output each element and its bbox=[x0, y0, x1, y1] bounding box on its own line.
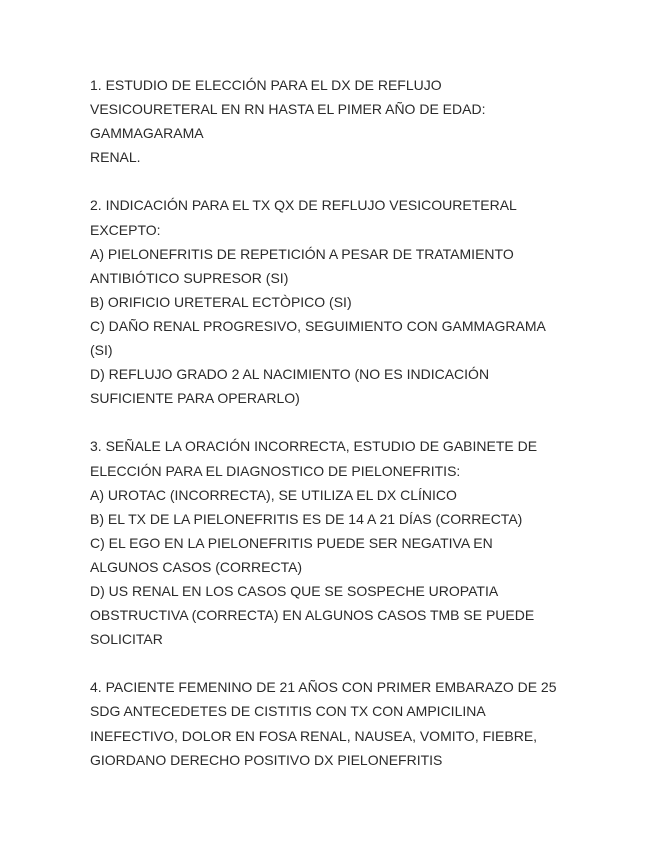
question-1-line: 1. ESTUDIO DE ELECCIÓN PARA EL DX DE REFLUJO bbox=[90, 77, 442, 93]
document-page bbox=[90, 73, 610, 772]
question-4-line: GIORDANO DERECHO POSITIVO DX PIELONEFRITIS bbox=[90, 751, 443, 768]
question-3-line: ELECCIÓN PARA EL DIAGNOSTICO DE PIELONEFRITIS: bbox=[90, 462, 461, 479]
question-2-line: ANTIBIÓTICO SUPRESOR (SI) bbox=[90, 269, 289, 286]
question-4-line: INEFECTIVO, DOLOR EN FOSA RENAL, NAUSEA, VOMITO, FIEBRE, bbox=[90, 727, 538, 744]
question-2-line: D) REFLUJO GRADO 2 AL NACIMIENTO (NO ES INDICACIÓN bbox=[90, 366, 490, 383]
question-3-line: 3. SEÑALE LA ORACIÓN INCORRECTA, ESTUDIO DE GABINETE DE bbox=[90, 438, 538, 455]
question-3-line: C) EL EGO EN LA PIELONEFRITIS PUEDE SER NEGATIVA EN bbox=[90, 534, 493, 551]
question-4 bbox=[90, 675, 610, 771]
question-1-line: VESICOURETERAL EN RN HASTA EL PIMER AÑO DE EDAD: bbox=[90, 101, 486, 118]
question-2-line: 2. INDICACIÓN PARA EL TX QX DE REFLUJO VESICOURETERAL bbox=[90, 197, 517, 214]
paragraph-gap bbox=[90, 410, 610, 434]
question-1-line: RENAL. bbox=[90, 149, 141, 166]
paragraph-gap bbox=[90, 169, 610, 193]
question-2-line: EXCEPTO: bbox=[90, 221, 161, 238]
question-3 bbox=[90, 434, 610, 651]
paragraph-gap bbox=[90, 651, 610, 675]
question-3-line: OBSTRUCTIVA (CORRECTA) EN ALGUNOS CASOS TMB SE PUEDE bbox=[90, 607, 535, 624]
question-2 bbox=[90, 193, 610, 410]
question-2-line: SUFICIENTE PARA OPERARLO) bbox=[90, 390, 300, 407]
question-3-line: ALGUNOS CASOS (CORRECTA) bbox=[90, 558, 303, 575]
question-4-line: SDG ANTECEDETES DE CISTITIS CON TX CON AMPICILINA bbox=[90, 703, 486, 720]
question-2-line: A) PIELONEFRITIS DE REPETICIÓN A PESAR DE TRATAMIENTO bbox=[90, 245, 514, 262]
question-4-line: 4. PACIENTE FEMENINO DE 21 AÑOS CON PRIMER EMBARAZO DE 25 bbox=[90, 679, 557, 696]
question-3-line: A) UROTAC (INCORRECTA), SE UTILIZA EL DX CLÍNICO bbox=[90, 486, 457, 503]
question-3-line: SOLICITAR bbox=[90, 631, 163, 648]
question-3-line: B) EL TX DE LA PIELONEFRITIS ES DE 14 A 21 DÍAS (CORRECTA) bbox=[90, 510, 523, 527]
question-2-line: B) ORIFICIO URETERAL ECTÒPICO (SI) bbox=[90, 293, 352, 310]
question-2-line: (SI) bbox=[90, 342, 113, 359]
question-1 bbox=[90, 73, 610, 169]
question-2-line: C) DAÑO RENAL PROGRESIVO, SEGUIMIENTO CON GAMMAGRAMA bbox=[90, 317, 546, 334]
question-1-line: GAMMAGARAMA bbox=[90, 125, 204, 142]
question-3-line: D) US RENAL EN LOS CASOS QUE SE SOSPECHE UROPATIA bbox=[90, 582, 499, 599]
